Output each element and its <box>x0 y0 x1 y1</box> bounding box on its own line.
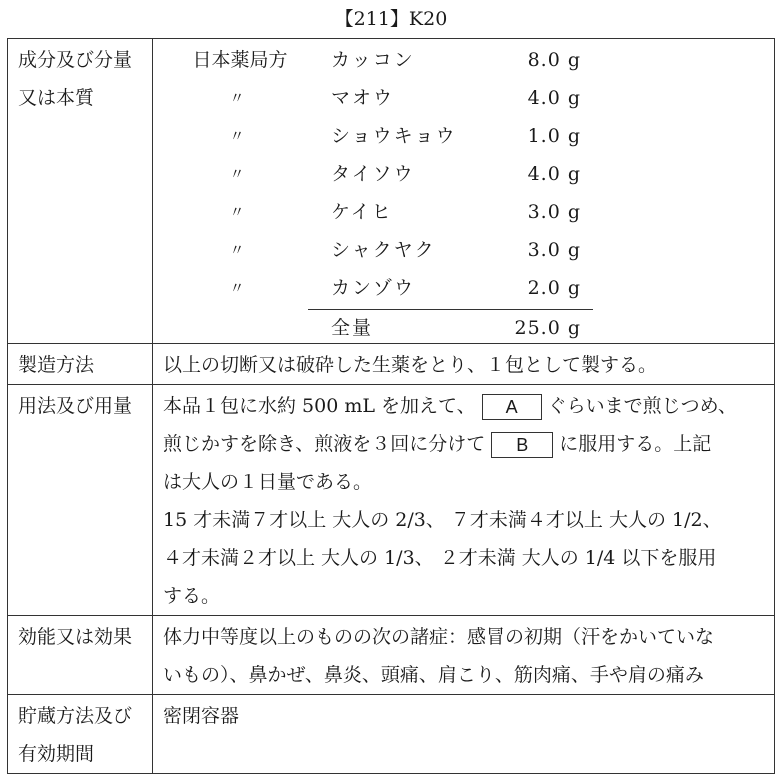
efficacy-row <box>8 616 775 695</box>
ingredient-amount: 1.0 g <box>527 125 581 147</box>
ingredient-name: マオウ <box>331 87 395 109</box>
composition-row <box>8 39 775 344</box>
efficacy-content <box>153 616 775 695</box>
efficacy-line-1: 体力中等度以上のものの次の諸症：感冒の初期（汗をかいていな <box>163 626 715 648</box>
usage-content <box>153 385 775 616</box>
ingredient-row <box>163 117 763 155</box>
ingredient-name: カンゾウ <box>331 277 416 299</box>
ingredient-amount: 4.0 g <box>527 87 581 109</box>
ingredient-row <box>163 155 763 193</box>
usage-text: に服用する。上記 <box>559 433 712 455</box>
ditto-mark: 〃 <box>229 89 245 107</box>
usage-line-6: する。 <box>163 585 221 607</box>
efficacy-line-2: いもの）、鼻かぜ、鼻炎、頭痛、肩こり、筋肉痛、手や肩の痛み <box>163 664 704 686</box>
storage-label <box>8 695 153 774</box>
usage-text: 煎じかすを除き、煎液を３回に分けて <box>163 433 486 455</box>
total-row <box>163 309 763 347</box>
usage-text: ぐらいまで煎じつめ、 <box>547 395 737 417</box>
usage-line-2 <box>163 425 768 463</box>
usage-line-4: 15 才未満７才以上 大人の 2/3、 ７才未満４才以上 大人の 1/2、 <box>163 509 722 531</box>
ingredient-row <box>163 269 763 307</box>
blank-b: B <box>491 432 553 458</box>
total-label: 全量 <box>331 317 374 339</box>
usage-label: 用法及び用量 <box>8 385 153 616</box>
ingredient-amount: 3.0 g <box>527 201 581 223</box>
ingredient-amount: 8.0 g <box>527 49 581 71</box>
ingredient-row <box>163 193 763 231</box>
blank-a: A <box>482 394 542 420</box>
manufacturing-text: 以上の切断又は破砕した生薬をとり、１包として製する。 <box>153 344 775 385</box>
storage-label-line-2: 有効期間 <box>18 743 95 765</box>
composition-label-line-1: 成分及び分量 <box>18 49 133 71</box>
composition-label-line-2: 又は本質 <box>18 87 95 109</box>
ingredient-row <box>163 41 763 79</box>
ditto-mark: 〃 <box>229 165 245 183</box>
ingredient-amount: 2.0 g <box>527 277 581 299</box>
storage-text: 密閉容器 <box>153 695 775 774</box>
total-amount: 25.0 g <box>514 317 581 339</box>
ingredient-row <box>163 79 763 117</box>
ingredient-list <box>163 41 768 343</box>
ingredient-name: ショウキョウ <box>331 125 457 147</box>
usage-text: 本品１包に水約 500 mL を加えて、 <box>163 395 476 417</box>
efficacy-label: 効能又は効果 <box>8 616 153 695</box>
manufacturing-row <box>8 344 775 385</box>
manufacturing-label: 製造方法 <box>8 344 153 385</box>
ditto-mark: 〃 <box>229 241 245 259</box>
formulation-table <box>7 38 775 774</box>
ingredient-name: タイソウ <box>331 163 415 185</box>
composition-label <box>8 39 153 344</box>
ditto-mark: 〃 <box>229 203 245 221</box>
usage-row <box>8 385 775 616</box>
ingredient-name: ケイヒ <box>331 201 393 223</box>
ingredient-source: 日本薬局方 <box>192 49 288 71</box>
ingredient-name: カッコン <box>331 49 415 71</box>
composition-content <box>153 39 775 344</box>
usage-line-1 <box>163 387 768 425</box>
usage-line-5: ４才未満２才以上 大人の 1/3、 ２才未満 大人の 1/4 以下を服用 <box>163 547 717 569</box>
usage-line-3: は大人の１日量である。 <box>163 471 373 493</box>
page-title: 【211】K20 <box>334 8 448 30</box>
ingredient-amount: 3.0 g <box>527 239 581 261</box>
storage-row <box>8 695 775 774</box>
storage-label-line-1: 貯蔵方法及び <box>18 705 133 727</box>
ingredient-row <box>163 231 763 269</box>
ingredient-amount: 4.0 g <box>527 163 581 185</box>
ingredient-name: シャクヤク <box>331 239 436 261</box>
ditto-mark: 〃 <box>229 127 245 145</box>
ditto-mark: 〃 <box>229 279 245 297</box>
